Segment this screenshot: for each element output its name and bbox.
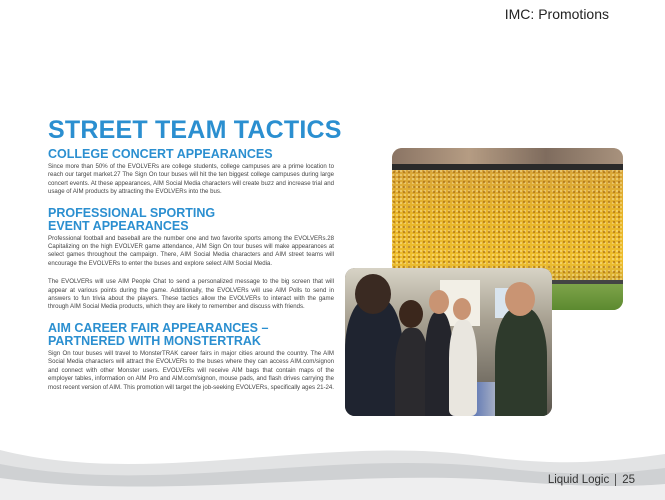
header-label: IMC: Promotions — [504, 6, 609, 22]
footer-brand: Liquid Logic — [547, 474, 610, 486]
career-fair-photo — [345, 268, 552, 416]
section-paragraph: Professional football and baseball are the number one and two favorite sports among the EVOLVERs.28 Capitalizing on the high EVOLVER game attendance, AIM Sign On tour buses will make appearances at select games throughout the campaign. There, AIM Social Media characters and AIM street teams will encourage the EVOLVERs to enter the buses and explore select AIM Social Media. — [48, 234, 334, 267]
section-heading-career-fair: AIM CAREER FAIR APPEARANCES – PARTNERED WITH MONSTERTRAK — [48, 320, 269, 348]
footer — [548, 474, 635, 486]
body-column — [48, 148, 334, 392]
section-paragraph: Sign On tour buses will travel to MonsterTRAK career fairs in major cities around the country. The AIM Social Media characters will attract the EVOLVERs to the buses where they can access AIM.com/signon and connect with other Monster users. EVOLVERs will receive AIM bags that contain maps of the employer tables, information on AIM Pro and AIM.com/signon, mouse pads, and flash drives carrying the most recent version of AIM. This promotion will target the job-seeking EVOLVERs, specifically ages 21-24. — [48, 349, 334, 391]
section-heading-sporting: PROFESSIONAL SPORTING EVENT APPEARANCES — [48, 205, 216, 233]
section-heading-concert: COLLEGE CONCERT APPEARANCES — [48, 147, 273, 161]
footer-wave-decoration — [0, 430, 665, 500]
page-number: 25 — [622, 474, 635, 486]
footer-separator — [615, 474, 616, 486]
section-paragraph: The EVOLVERs will use AIM People Chat to send a personalized message to the big screen that will appear at various points during the game. Additionally, the EVOLVERs will use AIM Polls to send in answers to fun trivia about the players. These tactics allow the EVOLVERs to interact with the game through AIM Social Media products, which they are likely to remember and discuss with friends. — [48, 278, 334, 311]
section-paragraph: Since more than 50% of the EVOLVERs are college students, college campuses are a prime location to reach our target market.27 The Sign On tour buses will hit the ten biggest college campuses during large concert events. At these appearances, AIM Social Media characters will create buzz and increase trial and usage of AIM products by attracting the EVOLVERs into the bus. — [48, 163, 334, 196]
page-title: STREET TEAM TACTICS — [48, 116, 342, 144]
